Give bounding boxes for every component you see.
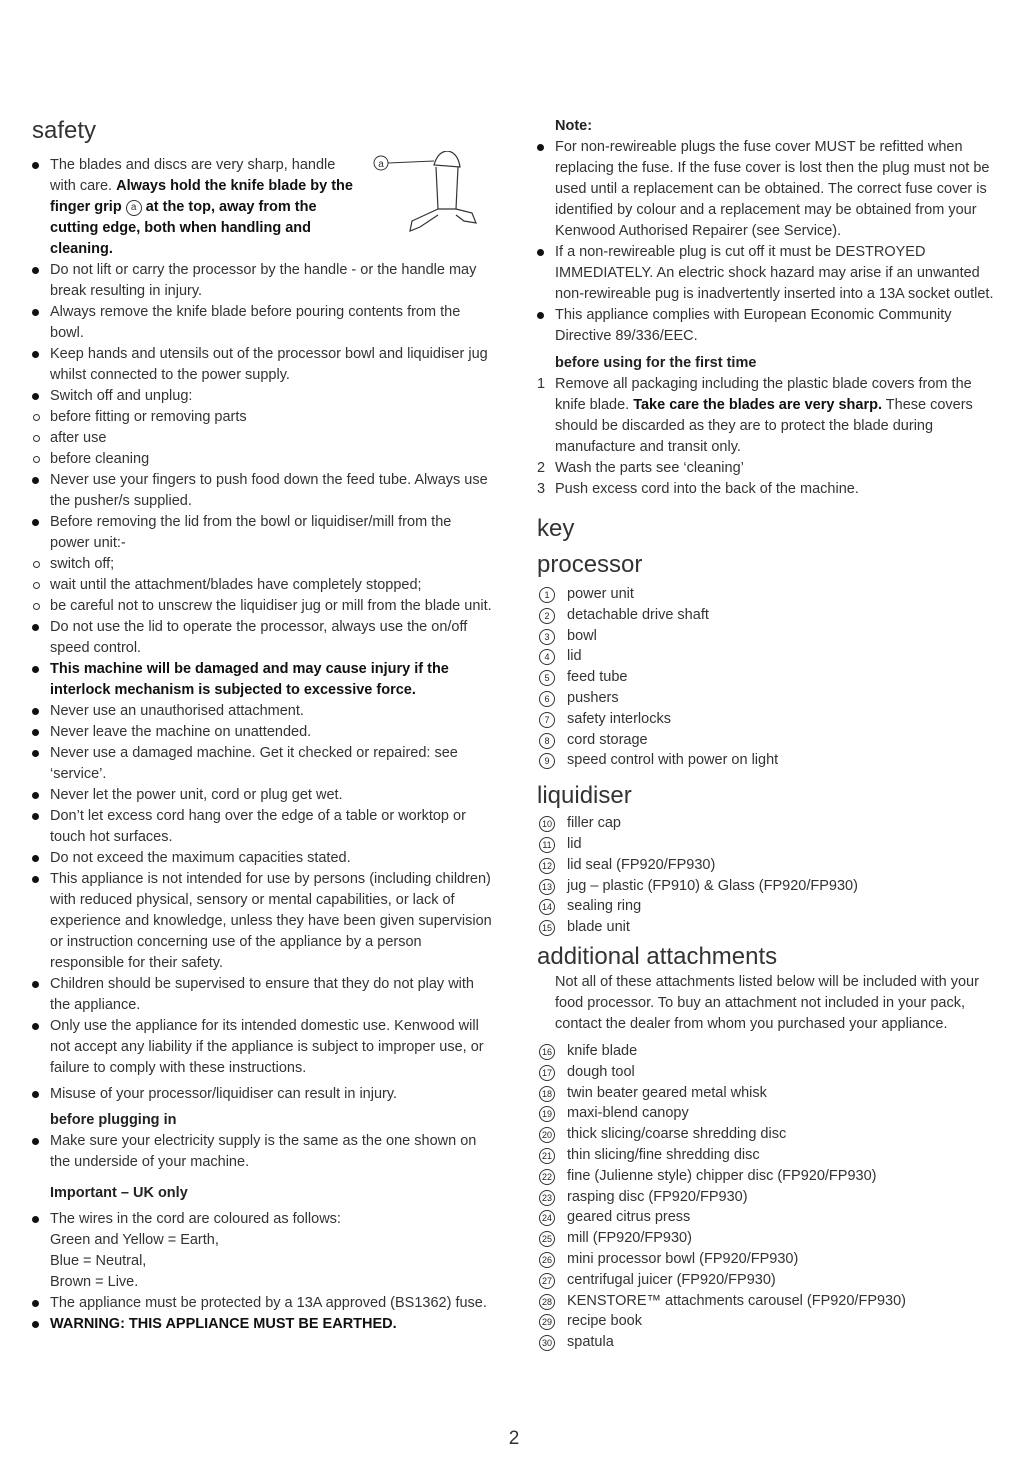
key-number-badge: 10 xyxy=(539,816,555,832)
safety-item-text: Never leave the machine on unattended. xyxy=(50,724,312,740)
safety-item xyxy=(32,344,494,386)
step-number: 3 xyxy=(537,481,546,497)
key-number-badge: 1 xyxy=(539,587,555,603)
safety-item xyxy=(32,974,494,1016)
key-list-item xyxy=(537,1083,1002,1104)
key-list-item xyxy=(537,834,1002,855)
key-item-label: fine (Julienne style) chipper disc (FP920/FP930) xyxy=(567,1167,877,1184)
bullet-icon xyxy=(32,162,39,169)
key-list-item xyxy=(537,688,1002,709)
ring-bullet-icon xyxy=(33,435,40,442)
key-item-label: rasping disc (FP920/FP930) xyxy=(567,1188,748,1205)
safety-item-text: This appliance is not intended for use by persons (including children) with reduced physical, sensory or mental capabilities, or lack of experience and knowledge, unless they have been given supervision or instruction concerning use of the appliance by a person responsible for their safety. xyxy=(50,871,492,971)
safety-item-text: Never let the power unit, cord or plug get wet. xyxy=(50,787,343,803)
safety-item xyxy=(32,512,494,554)
key-item-label: mill (FP920/FP930) xyxy=(567,1230,692,1247)
safety-warning-interlock xyxy=(32,659,494,701)
key-number-badge: 19 xyxy=(539,1106,555,1122)
key-number-badge: 21 xyxy=(539,1148,555,1164)
bullet-icon xyxy=(537,249,544,256)
key-list-item xyxy=(537,855,1002,876)
key-list-item xyxy=(537,584,1002,605)
uk-fuse-item xyxy=(32,1293,494,1314)
safety-item-text: Misuse of your processor/liquidiser can result in injury. xyxy=(50,1086,398,1102)
key-item-label: KENSTORE™ attachments carousel (FP920/FP930) xyxy=(567,1292,907,1309)
key-number-badge: 9 xyxy=(539,753,555,769)
step-bold-text: Take care the blades are very sharp. xyxy=(633,397,882,413)
key-list-item xyxy=(537,1124,1002,1145)
bullet-icon xyxy=(32,1321,39,1328)
key-list-item xyxy=(537,876,1002,897)
key-item-label: pushers xyxy=(567,689,619,706)
key-item-label: dough tool xyxy=(567,1063,635,1080)
earthed-warning xyxy=(32,1314,494,1335)
key-list-item xyxy=(537,626,1002,647)
finger-grip-callout: a xyxy=(126,200,142,216)
sub-item-text: switch off; xyxy=(50,556,115,572)
safety-item-text: Before removing the lid from the bowl or liquidiser/mill from the power unit:- xyxy=(50,514,452,551)
safety-item xyxy=(32,722,494,743)
key-item-label: blade unit xyxy=(567,919,630,936)
first-time-heading: before using for the first time xyxy=(555,355,757,371)
key-number-badge: 22 xyxy=(539,1169,555,1185)
key-item-label: lid seal (FP920/FP930) xyxy=(567,856,716,873)
key-number-badge: 27 xyxy=(539,1273,555,1289)
safety-item-text: Do not lift or carry the processor by the handle - or the handle may break resulting in injury. xyxy=(50,262,477,299)
key-item-label: knife blade xyxy=(567,1042,638,1059)
safety-item-bold: Always hold the knife blade by the finger grip xyxy=(50,178,353,215)
bullet-icon xyxy=(32,267,39,274)
key-number-badge: 23 xyxy=(539,1190,555,1206)
key-item-label: lid xyxy=(567,648,582,665)
key-item-label: filler cap xyxy=(567,815,621,832)
key-item-label: bowl xyxy=(567,627,597,644)
processor-heading: processor xyxy=(537,551,643,578)
step-text: These covers should be discarded as they are to protect the blade during manufacture and transit only. xyxy=(555,397,973,455)
sub-item-text: after use xyxy=(50,430,107,446)
key-number-badge: 26 xyxy=(539,1252,555,1268)
key-list-item xyxy=(537,1207,1002,1228)
note-item xyxy=(537,137,1002,242)
earthed-warning-text: WARNING: THIS APPLIANCE MUST BE EARTHED. xyxy=(50,1316,397,1332)
key-number-badge: 18 xyxy=(539,1086,555,1102)
bullet-icon xyxy=(32,309,39,316)
key-list-item xyxy=(537,1103,1002,1124)
key-item-label: thick slicing/coarse shredding disc xyxy=(567,1126,787,1143)
step-text: Remove all packaging including the plastic blade covers from the knife blade. xyxy=(555,376,972,413)
ring-bullet-icon xyxy=(33,456,40,463)
sub-item-text: before fitting or removing parts xyxy=(50,409,247,425)
first-time-step-2 xyxy=(537,458,1002,479)
key-number-badge: 15 xyxy=(539,920,555,936)
key-list-item xyxy=(537,750,1002,771)
key-number-badge: 11 xyxy=(539,837,555,853)
key-number-badge: 7 xyxy=(539,712,555,728)
wires-line: The wires in the cord are coloured as follows: xyxy=(50,1211,341,1227)
safety-item xyxy=(32,302,494,344)
key-number-badge: 20 xyxy=(539,1127,555,1143)
key-item-label: lid xyxy=(567,835,582,852)
sub-item xyxy=(32,449,494,470)
key-number-badge: 29 xyxy=(539,1314,555,1330)
key-item-label: detachable drive shaft xyxy=(567,606,709,623)
safety-item-misuse xyxy=(32,1084,494,1105)
key-number-badge: 16 xyxy=(539,1044,555,1060)
bullet-icon xyxy=(32,393,39,400)
ring-bullet-icon xyxy=(33,414,40,421)
safety-item-text: Children should be supervised to ensure that they do not play with the appliance. xyxy=(50,976,474,1013)
key-item-label: jug – plastic (FP910) & Glass (FP920/FP930) xyxy=(567,877,858,894)
key-number-badge: 28 xyxy=(539,1294,555,1310)
step-text: Wash the parts see ‘cleaning’ xyxy=(555,460,744,476)
additional-key-list xyxy=(537,1041,1002,1353)
additional-attachments-heading: additional attachments xyxy=(537,942,778,970)
uk-wires-item xyxy=(32,1209,494,1293)
sub-item xyxy=(32,407,494,428)
key-list-item xyxy=(537,1166,1002,1187)
safety-item xyxy=(32,785,494,806)
key-list-item xyxy=(537,1041,1002,1062)
step-number: 1 xyxy=(537,376,546,392)
bullet-icon xyxy=(32,1023,39,1030)
key-list-item xyxy=(537,1187,1002,1208)
safety-item-text: Keep hands and utensils out of the processor bowl and liquidiser jug whilst connected to the power supply. xyxy=(50,346,488,383)
wires-line: Blue = Neutral, xyxy=(50,1253,147,1269)
key-number-badge: 13 xyxy=(539,879,555,895)
key-number-badge: 3 xyxy=(539,629,555,645)
plugging-heading: before plugging in xyxy=(50,1112,177,1128)
key-list-item xyxy=(537,1228,1002,1249)
key-list-item xyxy=(537,1145,1002,1166)
safety-item xyxy=(32,617,494,659)
safety-item xyxy=(32,386,494,407)
sub-item-text: before cleaning xyxy=(50,451,150,467)
key-number-badge: 5 xyxy=(539,670,555,686)
bullet-icon xyxy=(32,1091,39,1098)
key-item-label: sealing ring xyxy=(567,898,642,915)
key-list-item xyxy=(537,1062,1002,1083)
additional-intro: Not all of these attachments listed below will be included with your food processor. To buy an attachment not included in your pack, contact the dealer from whom you purchased your appliance. xyxy=(555,973,979,1032)
key-item-label: safety interlocks xyxy=(567,710,671,727)
bullet-icon xyxy=(32,750,39,757)
bullet-icon xyxy=(32,519,39,526)
safety-item-text: Never use your fingers to push food down the feed tube. Always use the pusher/s supplied. xyxy=(50,472,488,509)
key-item-label: maxi-blend canopy xyxy=(567,1105,689,1122)
key-item-label: speed control with power on light xyxy=(567,752,779,769)
bullet-icon xyxy=(32,351,39,358)
safety-item-bold-2: at the top, away from the cutting edge, both when handling and cleaning. xyxy=(50,199,317,257)
bullet-icon xyxy=(32,1138,39,1145)
callout-label-a: a xyxy=(378,159,384,170)
key-list-item xyxy=(537,709,1002,730)
bullet-icon xyxy=(32,477,39,484)
note-item-text: This appliance complies with European Economic Community Directive 89/336/EEC. xyxy=(555,307,952,344)
ring-bullet-icon xyxy=(33,603,40,610)
key-list-item xyxy=(537,667,1002,688)
note-item-text: For non-rewireable plugs the fuse cover MUST be refitted when replacing the fuse. If the fuse cover is lost then the plug must not be used until a replacement can be obtained. The correct fuse cover is identified by colour and a replacement may be obtained from your Kenwood Authorised Repairer (see Service). xyxy=(555,139,990,239)
sub-item-text: wait until the attachment/blades have completely stopped; xyxy=(50,577,422,593)
first-time-step-1 xyxy=(537,374,1002,458)
key-list-item xyxy=(537,646,1002,667)
safety-item-text: Do not use the lid to operate the processor, always use the on/off speed control. xyxy=(50,619,468,656)
key-number-badge: 12 xyxy=(539,858,555,874)
bullet-icon xyxy=(32,1300,39,1307)
knife-blade-illustration xyxy=(372,151,482,241)
note-item-text: If a non-rewireable plug is cut off it must be DESTROYED IMMEDIATELY. An electric shock hazard may arise if an unwanted non-rewireable pug is inadvertently inserted into a 13A socket outlet. xyxy=(555,244,994,302)
ring-bullet-icon xyxy=(33,561,40,568)
safety-item xyxy=(32,701,494,722)
bullet-icon xyxy=(32,855,39,862)
safety-item xyxy=(32,260,494,302)
page-number: 2 xyxy=(508,1428,520,1449)
key-item-label: power unit xyxy=(567,586,634,602)
safety-item-text: Always remove the knife blade before pouring contents from the bowl. xyxy=(50,304,461,341)
safety-item-text: Do not exceed the maximum capacities stated. xyxy=(50,850,351,866)
key-item-label: thin slicing/fine shredding disc xyxy=(567,1146,760,1163)
uk-fuse-text: The appliance must be protected by a 13A approved (BS1362) fuse. xyxy=(50,1295,487,1311)
key-list-item xyxy=(537,917,1002,938)
safety-item-blades xyxy=(32,155,360,260)
key-item-label: cord storage xyxy=(567,731,648,748)
key-number-badge: 6 xyxy=(539,691,555,707)
key-list-item xyxy=(537,605,1002,626)
key-list-item xyxy=(537,896,1002,917)
safety-item-text: The blades and discs are very sharp, handle with care. xyxy=(50,157,336,194)
key-item-label: twin beater geared metal whisk xyxy=(567,1084,767,1101)
bullet-icon xyxy=(32,624,39,631)
safety-item-text: Never use a damaged machine. Get it checked or repaired: see ‘service’. xyxy=(50,745,458,782)
liquidiser-heading: liquidiser xyxy=(537,782,632,810)
key-item-label: recipe book xyxy=(567,1313,642,1330)
key-list-item xyxy=(537,1249,1002,1270)
key-number-badge: 14 xyxy=(539,899,555,915)
key-item-label: centrifugal juicer (FP920/FP930) xyxy=(567,1271,776,1288)
bullet-icon xyxy=(32,1216,39,1223)
safety-item xyxy=(32,1016,494,1079)
bullet-icon xyxy=(32,876,39,883)
wires-line: Brown = Live. xyxy=(50,1274,139,1290)
sub-item-text: be careful not to unscrew the liquidiser jug or mill from the blade unit. xyxy=(50,598,492,614)
first-time-step-3 xyxy=(537,479,1002,500)
bullet-icon xyxy=(537,312,544,319)
key-list-item xyxy=(537,813,1002,834)
key-list-item xyxy=(537,730,1002,751)
bullet-icon xyxy=(32,729,39,736)
key-item-label: mini processor bowl (FP920/FP930) xyxy=(567,1250,799,1267)
step-text: Push excess cord into the back of the machine. xyxy=(555,481,859,497)
safety-item xyxy=(32,743,494,785)
bullet-icon xyxy=(32,708,39,715)
processor-key-list xyxy=(537,584,1002,771)
bullet-icon xyxy=(32,666,39,673)
safety-heading: safety xyxy=(32,117,97,144)
plugging-item-text: Make sure your electricity supply is the same as the one shown on the underside of your machine. xyxy=(50,1133,477,1170)
liquidiser-key-list xyxy=(537,813,1002,938)
key-list-item xyxy=(537,1332,1002,1353)
sub-item xyxy=(32,428,494,449)
safety-item-text: Only use the appliance for its intended domestic use. Kenwood will not accept any liability if the appliance is subject to improper use, or failure to comply with these instructions. xyxy=(50,1018,484,1076)
bullet-icon xyxy=(32,813,39,820)
bullet-icon xyxy=(537,144,544,151)
note-heading: Note: xyxy=(555,118,593,134)
sub-item xyxy=(32,554,494,575)
safety-item-text: Don’t let excess cord hang over the edge of a table or worktop or touch hot surfaces. xyxy=(50,808,466,845)
key-number-badge: 25 xyxy=(539,1231,555,1247)
ring-bullet-icon xyxy=(33,582,40,589)
safety-item xyxy=(32,806,494,848)
safety-item xyxy=(32,848,494,869)
key-item-label: spatula xyxy=(567,1334,614,1351)
bullet-icon xyxy=(32,981,39,988)
safety-item-text: Never use an unauthorised attachment. xyxy=(50,703,304,719)
safety-item xyxy=(32,470,494,512)
key-list-item xyxy=(537,1311,1002,1332)
safety-item xyxy=(32,869,494,974)
key-number-badge: 30 xyxy=(539,1335,555,1351)
key-item-label: geared citrus press xyxy=(567,1209,691,1226)
sub-item xyxy=(32,575,494,596)
key-number-badge: 8 xyxy=(539,733,555,749)
note-item xyxy=(537,242,1002,305)
note-item xyxy=(537,305,1002,347)
wires-line: Green and Yellow = Earth, xyxy=(50,1232,219,1248)
key-heading: key xyxy=(537,515,575,542)
key-number-badge: 2 xyxy=(539,608,555,624)
safety-warning-text: This machine will be damaged and may cause injury if the interlock mechanism is subjected to excessive force. xyxy=(50,661,449,698)
key-number-badge: 24 xyxy=(539,1210,555,1226)
key-item-label: feed tube xyxy=(567,669,628,686)
safety-item-text: Switch off and unplug: xyxy=(50,388,193,404)
key-number-badge: 4 xyxy=(539,649,555,665)
bullet-icon xyxy=(32,792,39,799)
plugging-item xyxy=(32,1131,494,1173)
key-list-item xyxy=(537,1291,1002,1312)
safety-section xyxy=(32,116,494,1335)
key-number-badge: 17 xyxy=(539,1065,555,1081)
key-list-item xyxy=(537,1270,1002,1291)
step-number: 2 xyxy=(537,460,546,476)
sub-item xyxy=(32,596,494,617)
uk-heading: Important – UK only xyxy=(50,1185,188,1201)
